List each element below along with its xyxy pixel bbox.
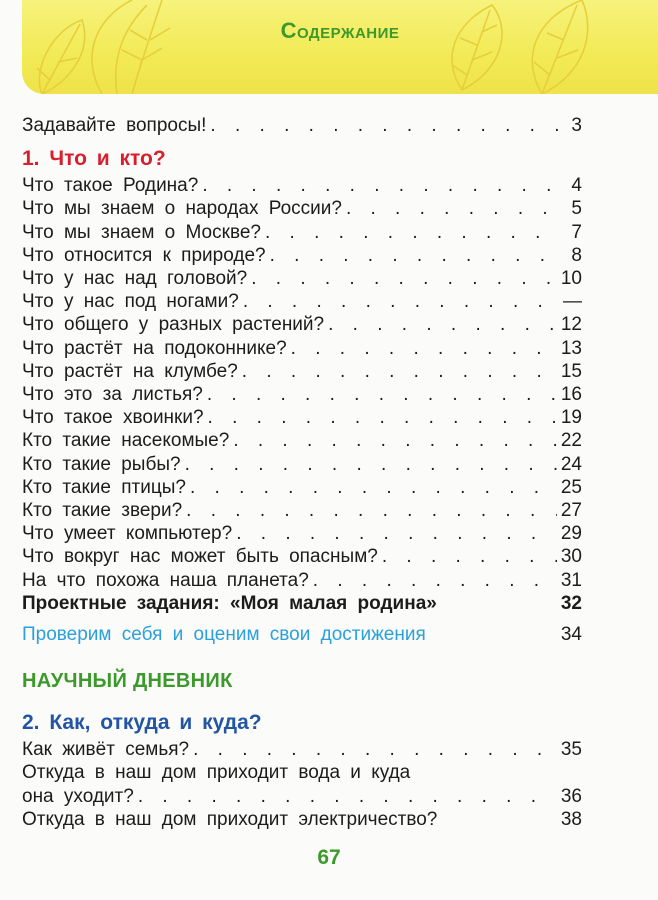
toc-entry[interactable] <box>22 569 582 592</box>
toc-entry-page: 25 <box>560 476 582 498</box>
toc-entry[interactable] <box>22 808 582 831</box>
toc-entry-page: 24 <box>560 453 582 475</box>
leader-dots <box>190 476 557 499</box>
leader-dots <box>346 197 560 220</box>
toc-entry[interactable] <box>22 383 582 406</box>
leader-dots <box>186 499 557 522</box>
toc-entry-label: Что мы знаем о народах России? <box>22 198 342 220</box>
toc-entry-page: 12 <box>560 314 582 336</box>
toc-entry-wrapped[interactable] <box>22 761 582 807</box>
toc-entry-page: 31 <box>560 569 582 591</box>
toc-entry[interactable] <box>22 522 582 545</box>
leader-dots <box>233 429 557 452</box>
toc-entry-label: Что такое хвоинки? <box>22 407 204 429</box>
section-2-title: 2. Как, откуда и куда? <box>22 711 262 735</box>
toc-entry-label: Кто такие звери? <box>22 500 183 522</box>
toc-entry-intro[interactable] <box>22 114 582 137</box>
toc-entry-label: Что мы знаем о Москве? <box>22 221 261 243</box>
leader-dots <box>270 244 560 267</box>
leader-dots <box>265 221 560 244</box>
leader-dots <box>382 545 557 568</box>
toc-entry[interactable] <box>22 313 582 336</box>
leader-dots <box>207 383 557 406</box>
toc-entry-page: 4 <box>571 175 582 197</box>
leader-dots <box>313 569 557 592</box>
toc-entry-label-line1: Откуда в наш дом приходит вода и куда <box>22 762 411 784</box>
leader-dots <box>242 360 557 383</box>
toc-entry[interactable] <box>22 738 582 761</box>
toc-entry-page: 34 <box>560 624 582 646</box>
toc-entry[interactable] <box>22 429 582 452</box>
page-number: 67 <box>317 846 341 869</box>
toc-entry-project[interactable] <box>22 592 582 615</box>
header-band <box>22 0 658 94</box>
toc-entry-label: Что у нас над головой? <box>22 268 248 290</box>
toc-entry-page: 10 <box>560 268 582 290</box>
leader-dots <box>208 406 557 429</box>
toc-entry-label: Задавайте вопросы! <box>22 115 207 136</box>
leaf-decoration <box>22 0 658 94</box>
toc-entry-label: Как живёт семья? <box>22 739 190 761</box>
toc-entry[interactable] <box>22 221 582 244</box>
toc-entry[interactable] <box>22 174 582 197</box>
toc-entry-label: Что умеет компьютер? <box>22 523 233 545</box>
toc-entry-label: Откуда в наш дом приходит электричество? <box>22 808 438 830</box>
leader-dots <box>251 267 557 290</box>
toc-entry-page: 8 <box>571 244 582 266</box>
leader-dots <box>291 337 557 360</box>
toc-entry[interactable] <box>22 406 582 429</box>
toc-entry-page: 5 <box>571 198 582 220</box>
toc-entry-page: 19 <box>560 407 582 429</box>
toc-entry-page: 16 <box>560 384 582 406</box>
toc-entry-label: Проверим себя и оценим свои достижения <box>22 624 426 646</box>
toc-entry-page: 13 <box>560 337 582 359</box>
page-title: Содержание <box>280 18 400 43</box>
toc-entry-page: 3 <box>571 115 582 136</box>
toc-entry-page: — <box>563 291 582 313</box>
toc-entry-label-line2: она уходит? <box>22 785 134 807</box>
toc-entry-label: На что похожа наша планета? <box>22 569 309 591</box>
toc-entry[interactable] <box>22 545 582 568</box>
diary-title[interactable]: НАУЧНЫЙ ДНЕВНИК <box>22 670 233 693</box>
leader-dots <box>236 522 557 545</box>
toc-entry-continuation <box>22 785 582 808</box>
toc-entry-page: 27 <box>560 500 582 522</box>
toc-entry-label: Что относится к природе? <box>22 244 266 266</box>
toc-entry-page: 32 <box>560 592 582 614</box>
toc-entry[interactable] <box>22 244 582 267</box>
leader-dots <box>202 174 560 197</box>
toc-entry-label: Что вокруг нас может быть опасным? <box>22 546 378 568</box>
toc-entry-page: 29 <box>560 523 582 545</box>
toc-entry-check[interactable] <box>22 623 582 646</box>
leader-dots <box>193 738 557 761</box>
table-of-contents <box>22 114 582 831</box>
toc-entry[interactable] <box>22 290 582 313</box>
toc-entry-label: Что растёт на клумбе? <box>22 360 238 382</box>
toc-entry-page: 30 <box>560 546 582 568</box>
toc-entry-label: Кто такие птицы? <box>22 476 186 498</box>
toc-entry[interactable] <box>22 267 582 290</box>
leader-dots <box>185 453 557 476</box>
toc-entry-page: 7 <box>571 221 582 243</box>
toc-entry[interactable] <box>22 476 582 499</box>
toc-entry[interactable] <box>22 499 582 522</box>
leader-dots <box>138 785 557 808</box>
toc-entry[interactable] <box>22 197 582 220</box>
toc-entry-label: Что такое Родина? <box>22 175 199 197</box>
toc-entry-label: Что растёт на подоконнике? <box>22 337 287 359</box>
toc-entry-label: Кто такие насекомые? <box>22 430 230 452</box>
leader-dots <box>328 313 557 336</box>
toc-entry-label: Что это за листья? <box>22 384 203 406</box>
toc-entry-page: 15 <box>560 360 582 382</box>
leader-dots <box>243 290 559 313</box>
toc-entry-label: Кто такие рыбы? <box>22 453 181 475</box>
toc-entry[interactable] <box>22 453 582 476</box>
toc-entry-page: 35 <box>560 739 582 761</box>
toc-entry-label: Проектные задания: «Моя малая родина» <box>22 592 437 614</box>
toc-entry[interactable] <box>22 360 582 383</box>
toc-entry[interactable] <box>22 337 582 360</box>
toc-entry-page: 22 <box>560 430 582 452</box>
toc-entry-page: 38 <box>560 808 582 830</box>
section-1-list <box>22 174 582 592</box>
section-1-title: 1. Что и кто? <box>22 147 166 171</box>
toc-entry-label: Что у нас под ногами? <box>22 291 239 313</box>
toc-entry-label: Что общего у разных растений? <box>22 314 325 336</box>
toc-entry-page: 36 <box>560 785 582 807</box>
leader-dots <box>210 114 560 137</box>
